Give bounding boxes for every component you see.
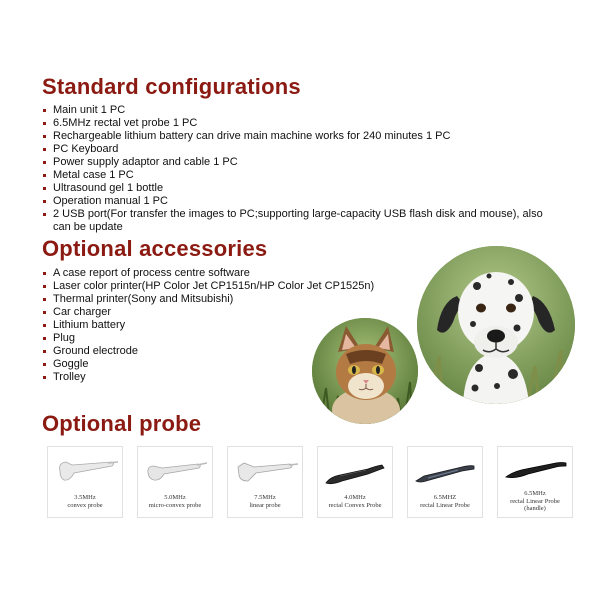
list-item: A case report of process centre software [42, 267, 374, 280]
dog-photo [417, 246, 575, 404]
list-item: Rechargeable lithium battery can drive main machine works for 240 minutes 1 PC [42, 130, 553, 143]
probe-label: 7.5MHz linear probe [249, 494, 281, 509]
list-item: Laser color printer(HP Color Jet CP1515n/HP Color Jet CP1525n) [42, 280, 374, 293]
list-item: Operation manual 1 PC [42, 195, 553, 208]
probe-label: 6.5MHz rectal Linear Probe (handle) [510, 490, 560, 512]
list-item: Main unit 1 PC [42, 104, 553, 117]
list-item: Ultrasound gel 1 bottle [42, 182, 553, 195]
probe-card-rectal-linear-handle [497, 446, 573, 518]
list-item: Power supply adaptor and cable 1 PC [42, 156, 553, 169]
list-item: Thermal printer(Sony and Mitsubishi) [42, 293, 374, 306]
probe-card-linear [227, 446, 303, 518]
standard-configurations-list [42, 104, 553, 234]
probe-label: 6.5MHZ rectal Linear Probe [420, 494, 470, 509]
probe-label: 5.0MHz micro-convex probe [148, 494, 202, 509]
list-item: PC Keyboard [42, 143, 553, 156]
list-item: Metal case 1 PC [42, 169, 553, 182]
linear-probe-icon [230, 451, 300, 491]
probe-card-convex [47, 446, 123, 518]
optional-accessories-heading: Optional accessories [42, 236, 268, 261]
list-item: 6.5MHz rectal vet probe 1 PC [42, 117, 553, 130]
optional-probe-heading: Optional probe [42, 411, 202, 436]
rectal-linear-handle-probe-icon [500, 451, 570, 491]
list-item: Plug [42, 332, 374, 345]
probe-label: 4.0MHz rectal Convex Probe [328, 494, 382, 509]
list-item: Trolley [42, 371, 374, 384]
rectal-convex-probe-icon [320, 451, 390, 491]
list-item: Car charger [42, 306, 374, 319]
probe-card-micro-convex [137, 446, 213, 518]
list-item: 2 USB port(For transfer the images to PC;supporting large-capacity USB flash disk and mouse), also can be update [42, 208, 553, 234]
probe-card-rectal-convex [317, 446, 393, 518]
convex-probe-icon [50, 451, 120, 491]
probe-label: 3.5MHz convex probe [67, 494, 103, 509]
micro-convex-probe-icon [140, 451, 210, 491]
list-item: Lithium battery [42, 319, 374, 332]
standard-configurations-heading: Standard configurations [42, 74, 301, 99]
rectal-linear-probe-icon [410, 451, 480, 491]
list-item: Ground electrode [42, 345, 374, 358]
cat-photo [312, 318, 418, 424]
probe-card-rectal-linear [407, 446, 483, 518]
list-item: Goggle [42, 358, 374, 371]
